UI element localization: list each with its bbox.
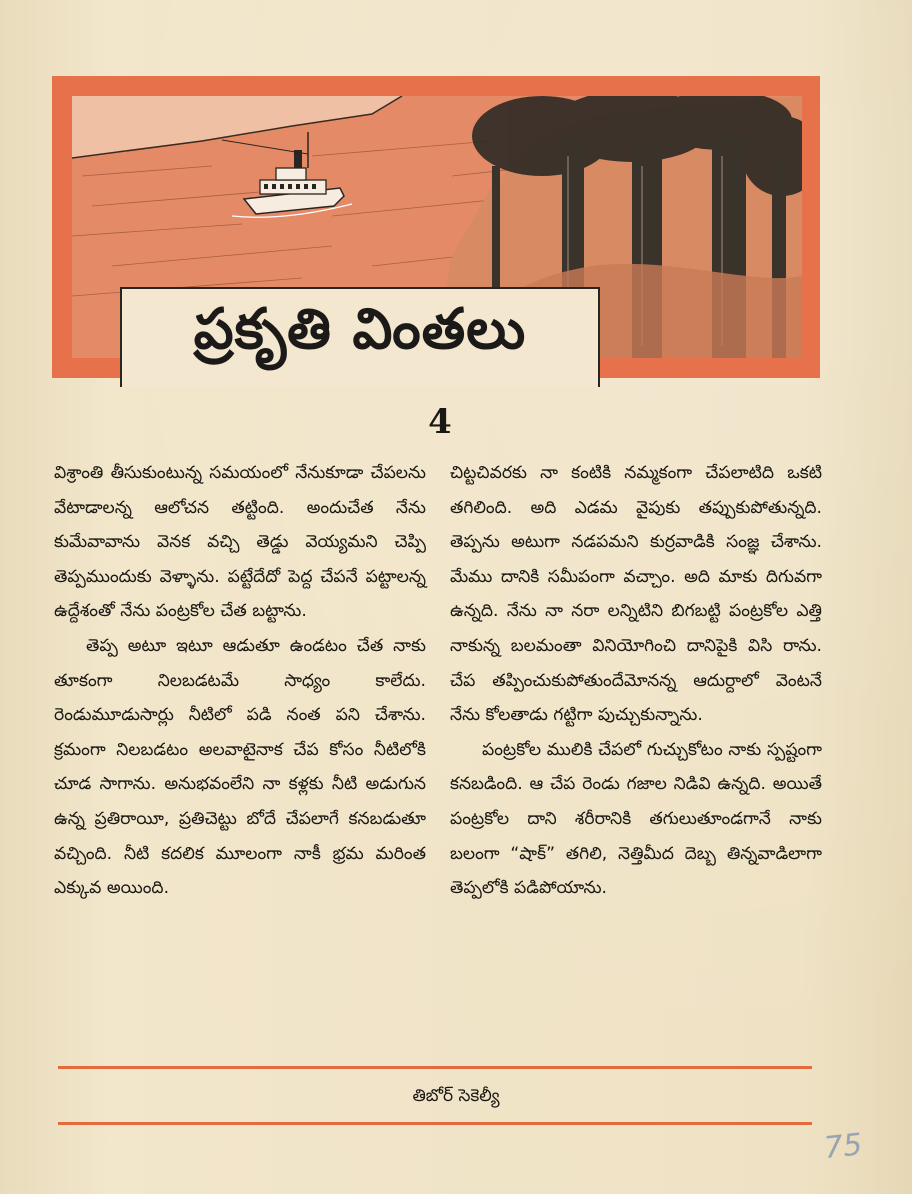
paragraph: విశ్రాంతి తీసుకుంటున్న సమయంలో నేనుకూడా చేపలను వేటాడాలన్న ఆలోచన తట్టింది. అందుచేత నేను కుమేవావాను వెనక వచ్చి తెడ్డు వెయ్యమని చెప్పి తెప్పముందుకు వెళ్ళాను. పట్టేదేదో పెద్ద చేపనే పట్టాలన్న ఉద్దేశంతో నేను పంట్రకోల చేత బట్టాను. xyxy=(54,463,426,622)
title-box xyxy=(120,287,600,387)
chapter-number: 4 xyxy=(428,402,452,442)
paragraph: చిట్టచివరకు నా కంటికి నమ్మకంగా చేపలాటిది ఒకటి తగిలింది. అది ఎడమ వైపుకు తప్పుకుపోతున్నది. తెప్పను అటుగా నడపమని కుర్రవాడికి సంజ్ఞ చేశాను. మేము దానికి సమీపంగా వచ్చాం. అది మాకు దిగువగా ఉన్నది. నేను నా నరా లన్నిటిని బిగబట్టి పంట్రకోల ఎత్తి నాకున్న బలమంతా వినియోగించి దానిపైకి విసి రాను. చేప తప్పించుకుపోతుందేమోనన్న ఆదుర్దాలో వెంటనే నేను కోలతాడు గట్టిగా పుచ్చుకున్నాను. xyxy=(450,463,822,726)
page-title: ప్రకృతి వింతలు xyxy=(193,297,527,362)
footer-rule-top xyxy=(58,1066,812,1069)
footer-rule-bottom xyxy=(58,1122,812,1125)
author-name: తిబోర్ సెకెల్యీ xyxy=(412,1086,500,1106)
page-number: 75 xyxy=(822,1127,864,1167)
left-column xyxy=(54,456,426,906)
paragraph: పంట్రకోల ములికి చేపలో గుచ్చుకోటం నాకు స్పష్టంగా కనబడింది. ఆ చేప రెండు గజాల నిడివి ఉన్నది. అయితే పంట్రకోల దాని శరీరానికి తగులుతూండగానే నాకు బలంగా “షాక్” తగిలి, నెత్తిమీద దెబ్బ తిన్నవాడిలాగా తెప్పలోకి పడిపోయాను. xyxy=(450,739,822,899)
right-column xyxy=(450,456,822,906)
paragraph: తెప్ప అటూ ఇటూ ఆడుతూ ఉండటం చేత నాకు తూకంగా నిలబడటమే సాధ్యం కాలేదు. రెండుమూడుసార్లు నీటిలో పడి నంత పని చేశాను. క్రమంగా నిలబడటం అలవాటైనాక చేప కోసం నీటిలోకి చూడ సాగాను. అనుభవంలేని నా కళ్లకు నీటి అడుగున ఉన్న ప్రతిరాయీ, ప్రతిచెట్టు బోదే చేపలాగే కనబడుతూ వచ్చింది. నీటి కదలిక మూలంగా నాకీ భ్రమ మరింత ఎక్కువ అయింది. xyxy=(54,635,426,899)
